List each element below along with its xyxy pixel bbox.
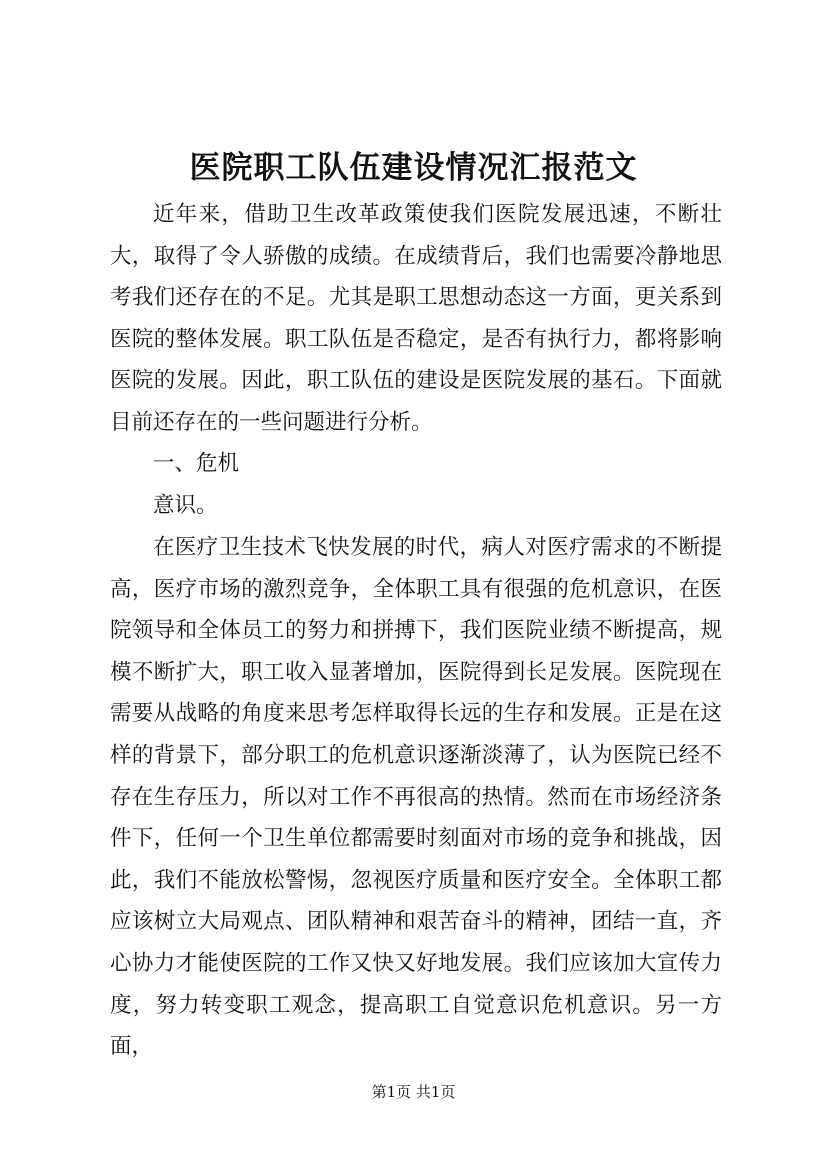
- paragraph-intro: 近年来，借助卫生改革政策使我们医院发展迅速，不断壮大，取得了令人骄傲的成绩。在成绩背后，我们也需要冷静地思考我们还存在的不足。尤其是职工思想动态这一方面，更关系到医院的整体发展。职工队伍是否稳定，是否有执行力，都将影响医院的发展。因此，职工队伍的建设是医院发展的基石。下面就目前还存在的一些问题进行分析。: [110, 202, 722, 435]
- page-footer: 第1页 共1页: [371, 1083, 456, 1101]
- document-title: 医院职工队伍建设情况汇报范文: [189, 150, 638, 186]
- section-heading-continuation: 意识。: [153, 493, 218, 518]
- section-heading: 一、危机: [153, 451, 240, 476]
- paragraph-crisis-awareness: 在医疗卫生技术飞快发展的时代，病人对医疗需求的不断提高，医疗市场的激烈竞争，全体职工具有很强的危机意识，在医院领导和全体员工的努力和拼搏下，我们医院业绩不断提高，规模不断扩大，职工收入显著增加，医院得到长足发展。医院现在需要从战略的角度来思考怎样取得长远的生存和发展。正是在这样的背景下，部分职工的危机意识逐渐淡薄了，认为医院已经不存在生存压力，所以对工作不再很高的热情。然而在市场经济条件下，任何一个卫生单位都需要时刻面对市场的竞争和挑战，因此，我们不能放松警惕，忽视医疗质量和医疗安全。全体职工都应该树立大局观点、团队精神和艰苦奋斗的精神，团结一直，齐心协力才能使医院的工作又快又好地发展。我们应该加大宣传力度，努力转变职工观念，提高职工自觉意识危机意识。另一方面，: [110, 535, 722, 1060]
